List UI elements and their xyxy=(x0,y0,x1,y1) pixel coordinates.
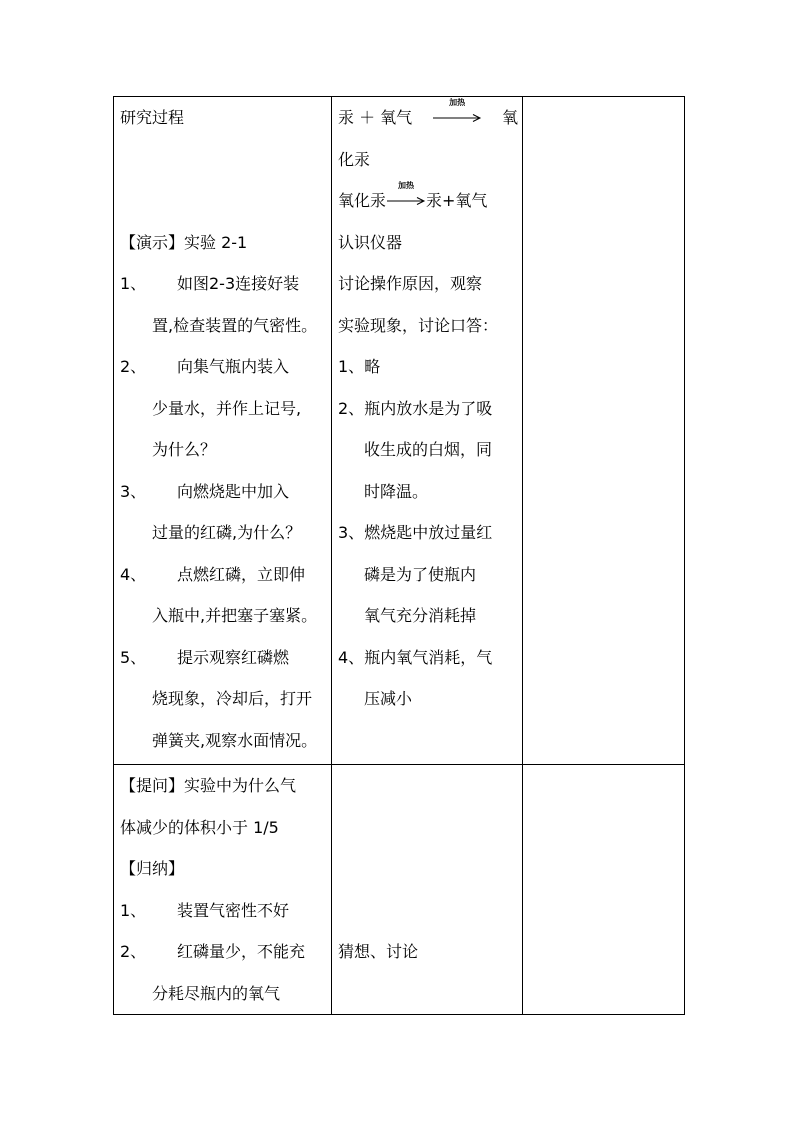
step-text: 如图2-3连接好装 xyxy=(177,274,300,293)
step-text: 过量的红磷,为什么？ xyxy=(152,523,302,542)
answer-item xyxy=(338,346,518,388)
question-text: 体减少的体积小于 1/5 xyxy=(120,817,279,837)
summary-number: 2、 xyxy=(120,942,147,961)
step-number: 2、 xyxy=(120,357,147,376)
student-activity-cell xyxy=(332,97,523,765)
answer-number: 1、 xyxy=(338,357,365,376)
answer-item xyxy=(338,512,518,637)
answer-text: 瓶内氧气消耗，气 xyxy=(364,647,493,667)
step-text: 置,检查装置的气密性。 xyxy=(152,315,318,335)
step-text: 点燃红磷，立即伸 xyxy=(177,564,306,584)
question-text: 【提问】实验中为什么气 xyxy=(120,776,297,795)
process-cell xyxy=(114,97,332,765)
equation-product-cont: 化汞 xyxy=(338,149,371,169)
step-number: 1、 xyxy=(120,274,147,293)
step-text: 向燃烧匙中加入 xyxy=(177,481,290,501)
step-number: 3、 xyxy=(120,481,147,501)
summary-text: 分耗尽瓶内的氧气 xyxy=(152,983,281,1003)
reaction-condition: 加热 xyxy=(449,97,466,107)
arrow-icon xyxy=(432,113,482,123)
summary-item xyxy=(120,890,327,932)
equation-reactants: 氧化汞 xyxy=(338,191,387,210)
guess-cell xyxy=(332,765,523,1015)
answer-text: 略 xyxy=(364,357,381,376)
demo-label: 【演示】实验 2-1 xyxy=(120,232,248,252)
answer-text: 磷是为了使瓶内 xyxy=(364,564,477,584)
reaction-arrow xyxy=(432,97,482,123)
reaction-condition: 加热 xyxy=(398,180,415,190)
step-text: 为什么？ xyxy=(152,440,217,459)
notes-cell xyxy=(523,765,685,1015)
answer-item xyxy=(338,637,518,720)
activity-text: 认识仪器 xyxy=(338,232,403,252)
demo-step xyxy=(120,263,327,346)
summary-number: 1、 xyxy=(120,900,147,920)
equation-product: 汞+氧气 xyxy=(426,191,488,210)
demo-step xyxy=(120,471,327,554)
lesson-table xyxy=(113,96,685,1015)
answer-text: 氧气充分消耗掉 xyxy=(364,606,477,625)
table-row xyxy=(114,765,685,1015)
guess-text: 猜想、讨论 xyxy=(338,942,419,961)
answer-text: 燃烧匙中放过量红 xyxy=(364,523,493,542)
answer-text: 时降温。 xyxy=(364,481,429,501)
step-number: 4、 xyxy=(120,564,147,584)
equation-1 xyxy=(338,97,518,139)
demo-step xyxy=(120,554,327,637)
demo-step xyxy=(120,637,327,762)
step-text: 入瓶中,并把塞子塞紧。 xyxy=(152,606,318,625)
summary-text: 装置气密性不好 xyxy=(177,900,290,920)
answer-number: 2、 xyxy=(338,398,365,418)
answer-item xyxy=(338,388,518,513)
step-text: 烧现象，冷却后，打开 xyxy=(152,689,313,708)
equation-2 xyxy=(338,180,518,222)
answer-text: 压减小 xyxy=(364,689,413,708)
process-heading: 研究过程 xyxy=(120,108,185,127)
arrow-icon xyxy=(386,196,426,206)
question-cell xyxy=(114,765,332,1015)
answer-number: 4、 xyxy=(338,647,365,667)
step-text: 弹簧夹,观察水面情况。 xyxy=(152,730,318,750)
activity-text: 讨论操作原因，观察 xyxy=(338,274,483,293)
step-text: 向集气瓶内装入 xyxy=(177,357,290,376)
table-row xyxy=(114,97,685,765)
summary-label: 【归纳】 xyxy=(120,859,185,878)
step-text: 少量水，并作上记号, xyxy=(152,398,302,418)
summary-text: 红磷量少，不能充 xyxy=(177,942,306,961)
equation-reactants: 汞 ＋ 氧气 xyxy=(338,108,413,127)
demo-step xyxy=(120,346,327,471)
answer-text: 收生成的白烟，同 xyxy=(364,440,493,459)
notes-cell xyxy=(523,97,685,765)
step-text: 提示观察红磷燃 xyxy=(177,647,290,667)
step-number: 5、 xyxy=(120,647,147,667)
equation-product: 氧 xyxy=(501,108,518,127)
answer-text: 瓶内放水是为了吸 xyxy=(364,398,493,418)
reaction-arrow xyxy=(386,180,426,206)
activity-text: 实验现象，讨论口答： xyxy=(338,315,499,335)
answer-number: 3、 xyxy=(338,523,365,542)
summary-item xyxy=(120,931,327,1014)
